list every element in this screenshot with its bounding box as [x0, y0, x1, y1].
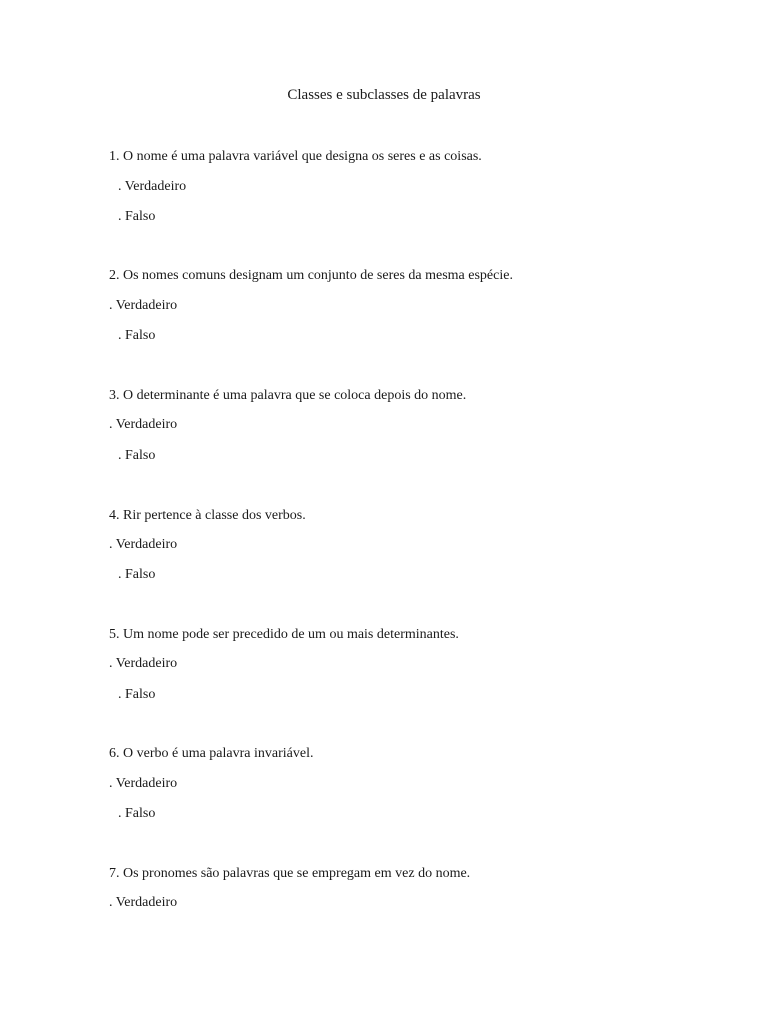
question-5-option-falso: . Falso	[118, 687, 156, 702]
question-1-option-falso: . Falso	[118, 209, 156, 224]
question-3-text: 3. O determinante é uma palavra que se coloca depois do nome.	[109, 388, 467, 403]
document-title: Classes e subclasses de palavras	[287, 87, 481, 103]
question-4-option-falso: . Falso	[118, 567, 156, 582]
question-4-option-verdadeiro: . Verdadeiro	[109, 537, 178, 552]
question-2-text: 2. Os nomes comuns designam um conjunto de seres da mesma espécie.	[109, 268, 513, 283]
question-6-option-verdadeiro: . Verdadeiro	[109, 776, 178, 791]
question-7-option-verdadeiro: . Verdadeiro	[109, 895, 178, 910]
question-4-text: 4. Rir pertence à classe dos verbos.	[109, 508, 306, 523]
question-1-option-verdadeiro: . Verdadeiro	[118, 179, 187, 194]
question-2-option-verdadeiro: . Verdadeiro	[109, 298, 178, 313]
question-5-text: 5. Um nome pode ser precedido de um ou mais determinantes.	[109, 627, 459, 642]
question-2-option-falso: . Falso	[118, 328, 156, 343]
question-5-option-verdadeiro: . Verdadeiro	[109, 656, 178, 671]
question-6-text: 6. O verbo é uma palavra invariável.	[109, 746, 314, 761]
question-6-option-falso: . Falso	[118, 806, 156, 821]
question-7-text: 7. Os pronomes são palavras que se empregam em vez do nome.	[109, 866, 471, 881]
question-3-option-falso: . Falso	[118, 448, 156, 463]
question-3-option-verdadeiro: . Verdadeiro	[109, 417, 178, 432]
question-1-text: 1. O nome é uma palavra variável que designa os seres e as coisas.	[109, 149, 482, 164]
